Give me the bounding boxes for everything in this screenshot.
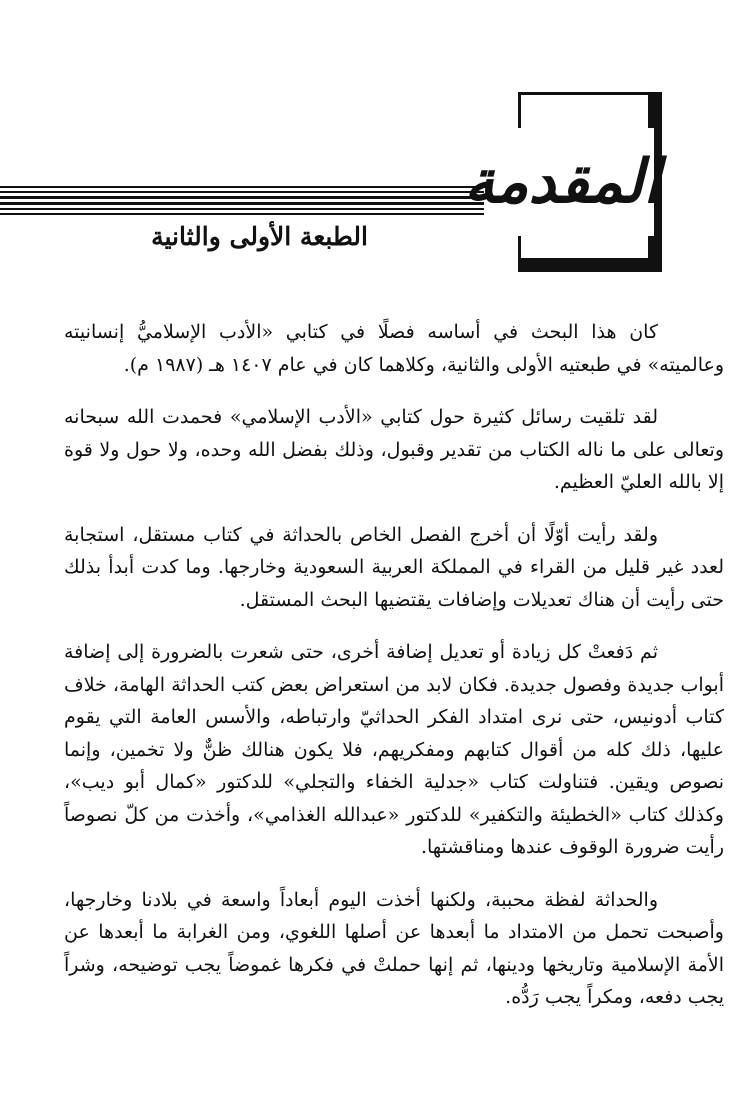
body-text — [64, 316, 724, 1014]
paragraph: كان هذا البحث في أساسه فصلًا في كتابي «الأدب الإسلاميُّ إنسانيته وعالميته» في طبعتيه الأولى والثانية، وكلاهما كان في عام ١٤٠٧ هـ (١٩٨٧ م). — [64, 321, 724, 376]
paragraph: والحداثة لفظة محببة، ولكنها أخذت اليوم أبعاداً واسعة في بلادنا وخارجها، وأصبحت تحمل من الامتداد ما أبعدها عن أصلها اللغوي، ومن الغرابة ما أبعدها عن الأمة الإسلامية وتاريخها ودينها، ثم إنها حملتْ في فكرها غموضاً يجب توضيحه، وشراً يجب دفعه، ومكراً يجب رَدُّه. — [64, 888, 724, 1008]
paragraph: لقد تلقيت رسائل كثيرة حول كتابي «الأدب الإسلامي» فحمدت الله سبحانه وتعالى على ما ناله الكتاب من تقدير وقبول، وذلك بفضل الله وحده، ولا حول ولا قوة إلا بالله العليّ العظيم. — [64, 406, 724, 493]
paragraph: ولقد رأيت أوّلًا أن أخرج الفصل الخاص بالحداثة في كتاب مستقل، استجابة لعدد غير قليل من القراء في المملكة العربية السعودية وخارجها. وما كدت أبدأ بذلك حتى رأيت أن هناك تعديلات وإضافات يقتضيها البحث المستقل. — [64, 523, 724, 611]
paragraph: ثم دَفعتْ كل زيادة أو تعديل إضافة أخرى، حتى شعرت بالضرورة إلى إضافة أبواب جديدة وفصول جديدة. فكان لابد من استعراض بعض كتب الحداثة الهامة، خلاف كتاب أدونيس، حتى نرى امتداد الفكر الحداثيّ وارتباطه، والأسس العامة التي يقوم عليها، ذلك كله من أقوال كتابهم ومفكريهم، فلا يكون هنالك ظنٌّ ولا تخمين، وإنما نصوص ويقين. فتناولت كتاب «جدلية الخفاء والتجلي» للدكتور «كمال أبو ديب»، وكذلك كتاب «الخطيئة والتكفير» للدكتور «عبدالله الغذامي»، وأخذت من كلّ نصوصاً رأيت ضرورة الوقوف عندها ومناقشتها. — [64, 641, 724, 858]
page-title: المقدمة — [464, 147, 660, 217]
page-subtitle: الطبعة الأولى والثانية — [151, 222, 368, 251]
